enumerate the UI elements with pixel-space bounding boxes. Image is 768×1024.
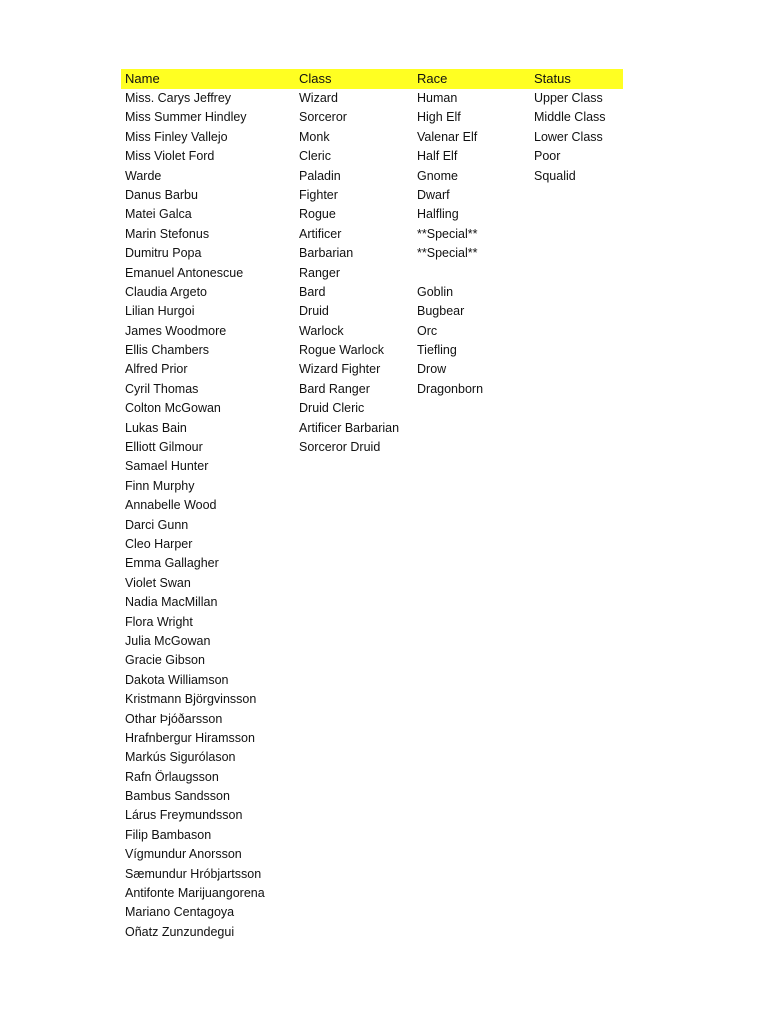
race-cell: Half Elf: [417, 149, 458, 164]
name-cell: Dumitru Popa: [125, 246, 202, 261]
name-cell: Ellis Chambers: [125, 343, 210, 358]
race-cell: Dwarf: [417, 187, 450, 202]
name-cell: Emanuel Antonescue: [125, 265, 244, 280]
race-cell: Halfling: [417, 207, 459, 222]
name-cell: Julia McGowan: [125, 633, 211, 648]
status-cell: Upper Class: [534, 91, 603, 105]
race-cell: High Elf: [417, 110, 461, 125]
class-cell: Barbarian: [299, 246, 354, 261]
class-cell: Bard: [299, 284, 326, 299]
name-cell: Antifonte Marijuangorena: [125, 886, 265, 901]
name-cell: Othar Þjóðarsson: [125, 711, 223, 726]
race-cell: [417, 264, 483, 283]
race-cell: Bugbear: [417, 304, 465, 319]
class-cell: Ranger: [299, 265, 340, 280]
class-cell: Wizard: [299, 91, 338, 105]
race-cell: Tiefling: [417, 343, 457, 358]
race-cell: Gnome: [417, 168, 458, 183]
class-column: [299, 89, 399, 457]
name-cell: Bambus Sandsson: [125, 789, 230, 804]
name-cell: Emma Gallagher: [125, 556, 219, 571]
name-cell: Samael Hunter: [125, 459, 209, 474]
name-cell: Miss Summer Hindley: [125, 110, 247, 125]
class-cell: Wizard Fighter: [299, 362, 381, 377]
race-cell: Valenar Elf: [417, 129, 478, 144]
class-cell: Rogue: [299, 207, 336, 222]
name-cell: Lárus Freymundsson: [125, 808, 243, 823]
name-cell: Marin Stefonus: [125, 226, 210, 241]
name-cell: Annabelle Wood: [125, 498, 217, 513]
header-name: Name: [125, 71, 160, 86]
class-cell: Sorceror: [299, 110, 347, 125]
name-cell: Gracie Gibson: [125, 653, 205, 668]
class-cell: Sorceror Druid: [299, 440, 381, 455]
name-cell: Nadia MacMillan: [125, 595, 218, 610]
name-cell: Oñatz Zunzundegui: [125, 924, 235, 939]
race-cell: **Special**: [417, 246, 478, 261]
name-cell: Warde: [125, 168, 162, 183]
name-cell: James Woodmore: [125, 323, 227, 338]
name-column: [125, 89, 265, 942]
status-cell: Middle Class: [534, 110, 606, 125]
name-cell: Miss. Carys Jeffrey: [125, 91, 232, 105]
name-cell: Sæmundur Hróbjartsson: [125, 866, 262, 881]
name-cell: Hrafnbergur Hiramsson: [125, 730, 255, 745]
name-cell: Alfred Prior: [125, 362, 188, 377]
name-cell: Matei Galca: [125, 207, 192, 222]
race-cell: Human: [417, 91, 458, 105]
name-cell: Finn Murphy: [125, 478, 195, 493]
name-cell: Rafn Örlaugsson: [125, 769, 219, 784]
class-cell: Paladin: [299, 168, 341, 183]
class-cell: Druid Cleric: [299, 401, 365, 416]
name-cell: Elliott Gilmour: [125, 440, 203, 455]
status-column: [534, 89, 606, 186]
class-cell: Bard Ranger: [299, 381, 370, 396]
class-cell: Cleric: [299, 149, 331, 164]
name-cell: Darci Gunn: [125, 517, 189, 532]
class-cell: Monk: [299, 129, 330, 144]
race-cell: Dragonborn: [417, 381, 484, 396]
name-cell: Flora Wright: [125, 614, 193, 629]
race-column: [417, 89, 483, 399]
name-cell: Miss Violet Ford: [125, 149, 215, 164]
name-cell: Claudia Argeto: [125, 284, 208, 299]
class-cell: Rogue Warlock: [299, 343, 384, 358]
name-cell: Markús Sigurólason: [125, 750, 236, 765]
race-cell: Orc: [417, 323, 438, 338]
name-cell: Colton McGowan: [125, 401, 221, 416]
character-table: [121, 69, 623, 969]
status-cell: Poor: [534, 149, 561, 164]
race-cell: Goblin: [417, 284, 454, 299]
name-cell: Lilian Hurgoi: [125, 304, 195, 319]
name-cell: Danus Barbu: [125, 187, 198, 202]
class-cell: Artificer: [299, 226, 342, 241]
name-cell: Miss Finley Vallejo: [125, 129, 228, 144]
name-cell: Dakota Williamson: [125, 672, 229, 687]
header-class: Class: [299, 71, 332, 86]
status-cell: Lower Class: [534, 129, 603, 144]
header-status: Status: [534, 71, 571, 86]
race-cell: Drow: [417, 362, 447, 377]
name-cell: Cleo Harper: [125, 536, 193, 551]
name-cell: Vígmundur Anorsson: [125, 847, 242, 862]
name-cell: Violet Swan: [125, 575, 191, 590]
header-row: [121, 69, 623, 89]
name-cell: Kristmann Björgvinsson: [125, 692, 257, 707]
class-cell: Warlock: [299, 323, 344, 338]
name-cell: Lukas Bain: [125, 420, 187, 435]
class-cell: Artificer Barbarian: [299, 420, 400, 435]
header-race: Race: [417, 71, 448, 86]
name-cell: Filip Bambason: [125, 827, 212, 842]
race-cell: **Special**: [417, 226, 478, 241]
status-cell: Squalid: [534, 168, 576, 183]
name-cell: Cyril Thomas: [125, 381, 199, 396]
class-cell: Fighter: [299, 187, 338, 202]
table-body: [121, 89, 623, 969]
name-cell: Mariano Centagoya: [125, 905, 235, 920]
class-cell: Druid: [299, 304, 329, 319]
